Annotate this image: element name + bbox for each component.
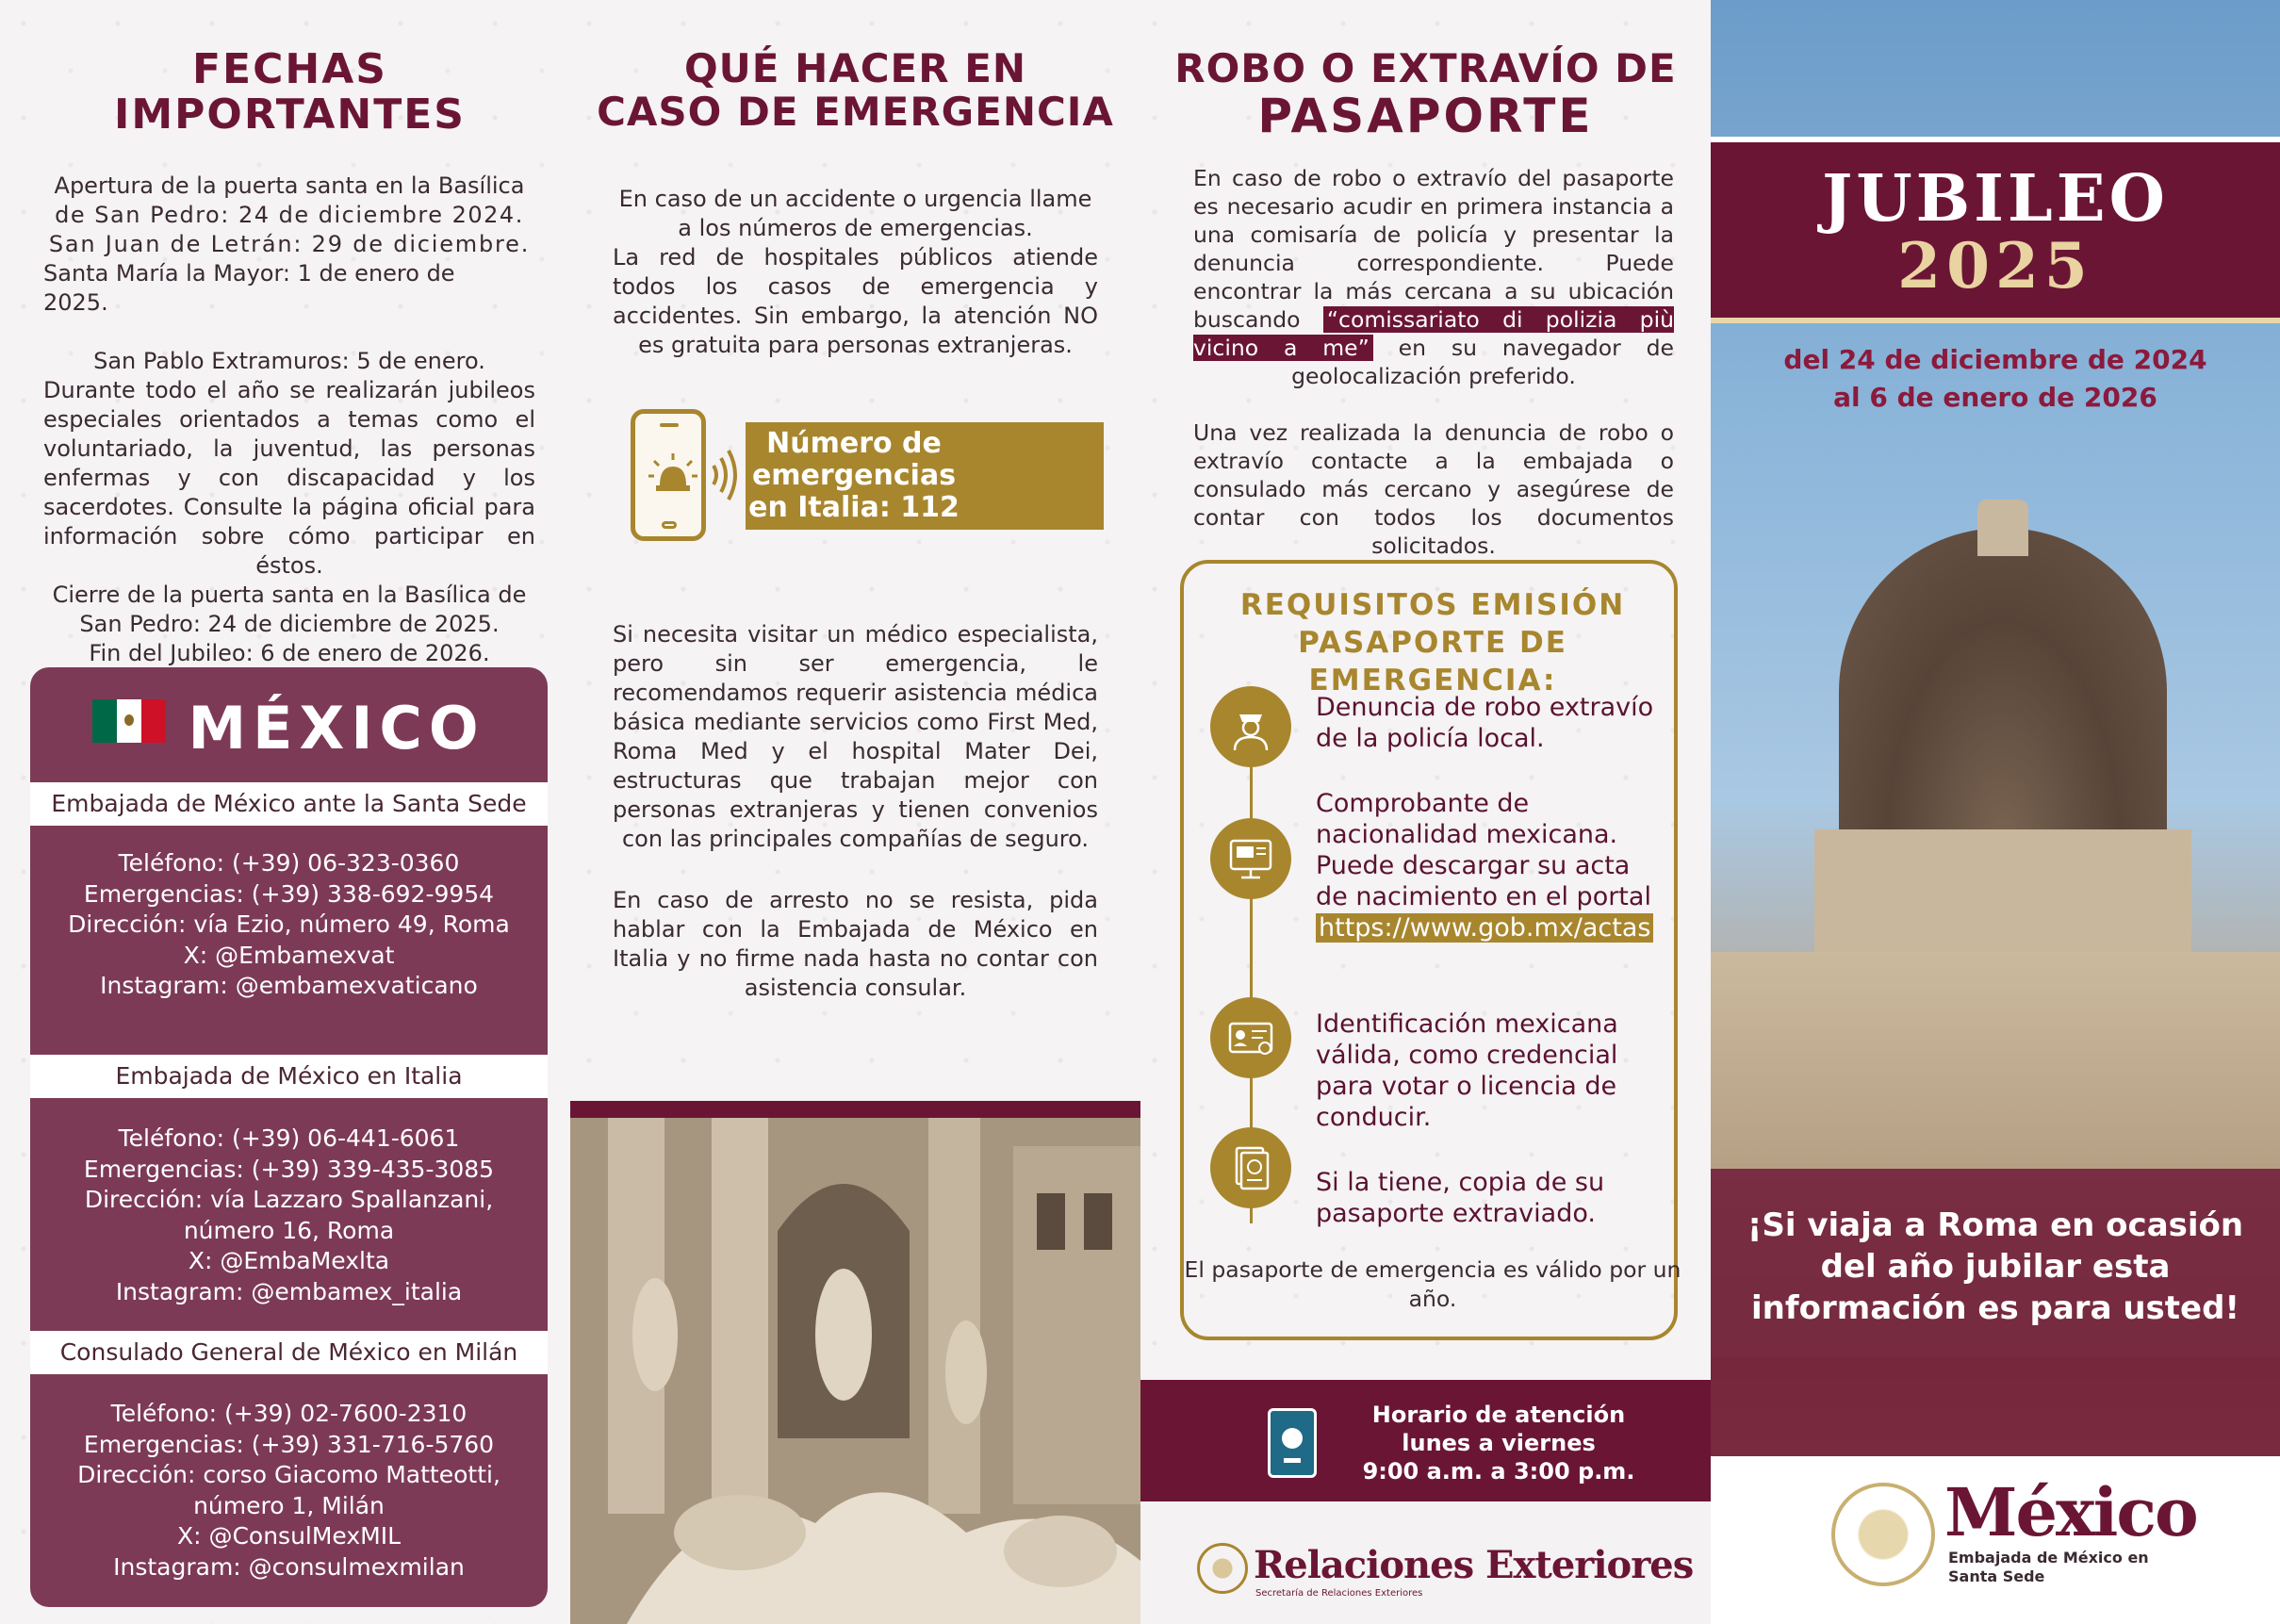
passport-validity-note: El pasaporte de emergencia es válido por un año.: [1184, 1256, 1681, 1312]
jubileo-dates: del 24 de diciembre de 2024 al 6 de enero de 2026: [1783, 344, 2207, 413]
requirement-id: Identificación mexicana válida, como credencial para votar o licencia de conducir.: [1316, 1009, 1618, 1132]
embassy-logo: México Embajada de México en Santa Sede: [1711, 1456, 2280, 1624]
passport-copy-icon: [1210, 1127, 1291, 1208]
dates-text: Apertura de la puerta santa en la Basílica de San Pedro: 24 de diciembre 2024. San Juan de Letrán: 29 de diciembre. Santa María la Mayor: 1 de enero de 2025. San Pablo Extramuros: 5 de enero. Durante todo el año se realizarán jubileos especiales orientados a temas como el voluntariado, la juventud, las personas enfermas y con discapacidad y los sacerdotes. Consulte la página oficial para información sobre cómo participar en éstos. Cierre de la puerta santa en la Basílica de San Pedro: 24 de diciembre de 2025. Fin del Jubileo: 6 de enero de 2026.: [43, 172, 535, 666]
office-name: Embajada de México ante la Santa Sede: [30, 782, 548, 826]
office-hours-text: Horario de atención lunes a viernes 9:00 a.m. a 3:00 p.m.: [1362, 1402, 1635, 1485]
id-card-icon: [1210, 997, 1291, 1078]
requirement-nationality-proof: Comprobante de nacionalidad mexicana. Puede descargar su acta de nacimiento en el portal https://www.gob.mx/actas: [1316, 788, 1665, 943]
specialist-text: Si necesita visitar un médico especialista, pero sin ser emergencia, le recomendamos requerir asistencia médica básica mediante servicios como First Med, Roma Med y el hospital Mater Dei, estructuras que trabajan mejor con personas extranjeras y tienen convenios con las principales compañías de seguro.: [613, 621, 1098, 852]
panel-cover: [1711, 0, 2280, 1624]
emergency-intro: En caso de un accidente o urgencia llame a los números de emergencias. La red de hospitales públicos atiende todos los casos de emergencia y accidentes. Sin embargo, la atención NO es gratuita para personas extranjeras.: [613, 186, 1098, 358]
requirements-box: [1180, 560, 1681, 1340]
office-details: Teléfono: (+39) 06-441-6061 Emergencias: (+39) 339-435-3085 Dirección: vía Lazzaro Spallanzani, número 16, Roma X: @EmbaMexlta Instagram: @embamex_italia: [83, 1124, 495, 1305]
sre-logo: Relaciones Exteriores Secretaría de Relaciones Exteriores: [1140, 1501, 1711, 1624]
passport-heading: ROBO O EXTRAVÍO DE PASAPORTE: [1174, 45, 1677, 144]
panel-emergency: [570, 0, 1140, 1624]
jubileo-title-band: [1711, 137, 2280, 323]
trevi-fountain-photo: [570, 1118, 1140, 1624]
arrest-text: En caso de arresto no se resista, pida hablar con la Embajada de México en Italia y no firme nada hasta no contar con asistencia consular.: [613, 887, 1098, 1001]
mexico-card-title: MÉXICO: [30, 694, 548, 788]
police-officer-icon: [1210, 686, 1291, 767]
requirement-police-report: Denuncia de robo extravío de la policía local.: [1316, 693, 1654, 753]
photo-top-bar: [570, 1101, 1140, 1118]
jubileo-year: 2025: [1897, 229, 2093, 303]
emergency-heading: QUÉ HACER EN CASO DE EMERGENCIA: [597, 45, 1114, 136]
emergency-number-box: [625, 409, 1104, 541]
computer-document-icon: [1210, 818, 1291, 899]
mexico-contacts-card: [30, 667, 548, 1607]
panel-lost-passport: [1140, 0, 1711, 1624]
office-name: Embajada de México en Italia: [30, 1055, 548, 1098]
panel-important-dates: [0, 0, 570, 1624]
office-name: Consulado General de México en Milán: [30, 1331, 548, 1374]
office-details: Teléfono: (+39) 02-7600-2310 Emergencias: (+39) 331-716-5760 Dirección: corso Giacomo Matteotti, número 1, Milán X: @ConsulMexMIL Instagram: @consulmexmilan: [77, 1400, 500, 1581]
jubileo-title: JUBILEO: [1822, 161, 2169, 237]
contact-embassy-text: Una vez realizada la denuncia de robo o extravío contacte a la embajada o consulado más cercano y asegúrese de contar con todos los documentos solicitados.: [1193, 419, 1674, 559]
sound-waves-icon: [708, 437, 746, 513]
requirement-passport-copy: Si la tiene, copia de su pasaporte extraviado.: [1316, 1168, 1605, 1228]
mexico-flag-icon: [92, 699, 166, 743]
phone-icon: [631, 409, 706, 541]
search-phrase-highlight: “comissariato di polizia più vicino a me”: [1193, 306, 1674, 361]
dates-heading: FECHAS IMPORTANTES: [114, 45, 466, 139]
requirements-title: REQUISITOS EMISIÓN PASAPORTE DE EMERGENCIA:: [1239, 588, 1626, 697]
passport-icon: [1268, 1408, 1317, 1478]
mexico-coat-of-arms-icon: [1831, 1483, 1935, 1586]
cover-message: ¡Si viaja a Roma en ocasión del año jubilar esta información es para usted!: [1747, 1206, 2244, 1327]
siren-icon: [648, 451, 697, 500]
actas-link[interactable]: https://www.gob.mx/actas: [1316, 913, 1653, 943]
theft-procedure-text: En caso de robo o extravío del pasaporte es necesario acudir en primera instancia a una comisaría de policía y presentar la denuncia correspondiente. Puede encontrar la más cercana a su ubicación buscando “comissariato di polizia più vicino a me” en su navegador de geolocalización preferido.: [1193, 165, 1674, 389]
office-hours-band: [1140, 1380, 1711, 1501]
emergency-number-label: Número de emergencias en Italia: 112: [746, 422, 1104, 530]
mexico-seal-icon: [1197, 1543, 1248, 1594]
cover-message-band: [1711, 1169, 2280, 1456]
office-details: Teléfono: (+39) 06-323-0360 Emergencias: (+39) 338-692-9954 Dirección: vía Ezio, número 49, Roma X: @Embamexvat Instagram: @embamexvaticano: [68, 849, 510, 999]
